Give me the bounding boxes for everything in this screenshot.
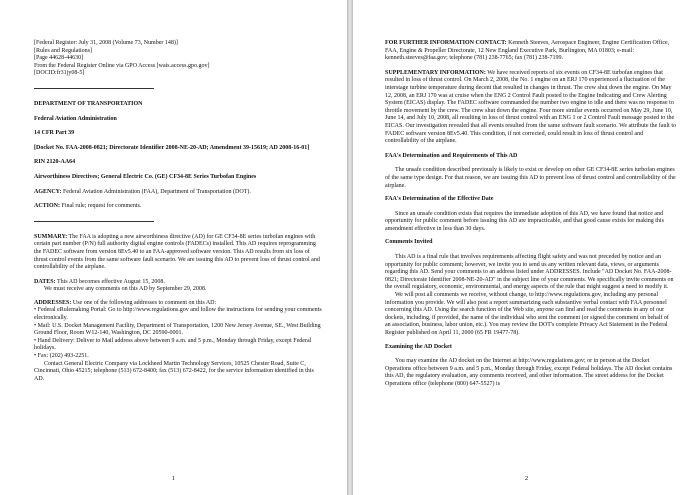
agency-heading: DEPARTMENT OF TRANSPORTATION xyxy=(34,100,143,107)
cfr-heading: 14 CFR Part 39 xyxy=(34,130,75,137)
address-item: • Federal eRulemaking Portal: Go to http://www.regulations.gov and follow the instructions for sending your comments electronically. xyxy=(34,307,322,322)
address-item: • Hand Delivery: Deliver to Mail address above between 9 a.m. and 5 p.m., Monday through Friday, except Federal holidays. xyxy=(34,337,312,352)
divider xyxy=(34,221,154,222)
header-line: [Federal Register: July 31, 2008 (Volume 73, Number 148)] xyxy=(34,40,178,46)
sub-agency-heading: Federal Aviation Administration xyxy=(34,115,117,122)
header-line: [Page 44628-44630] xyxy=(34,55,84,62)
address-item: • Mail: U.S. Docket Management Facility, Department of Transportation, 1200 New Jersey Avenue, SE., West Building Ground Floor, Room W12-140, Washington, DC 20590-0001. xyxy=(34,322,321,337)
dates-comments: We must receive any comments on this AD by September 29, 2008. xyxy=(44,286,207,293)
contact-ge-paragraph: Contact General Electric Company via Lockheed Martin Technology Services, 10525 Chester Road, Suite C, Cincinnati, Ohio 45215; telephone (513) 672-8400; fax (513) 672-8422, for the service information identified in this AD. xyxy=(34,360,314,382)
supplementary-text: We have received reports of six events on CF34-8E turbofan engines that resulted in loss of thrust control. On March 2, 2008, the No. 1 engine on an ERJ 170 experienced a fluctuation of the interstage turbine temperature during decent that resulted in changes in thrust. The crew shut down the engine. On May 12, 2008, an ERJ 170 was at cruise when the ENG 2 Control Fault posted to the Engine Indicating and Crew Alerting System (EICAS) display. The FADEC software commanded the number two engine to idle and there was no response to throttle movement by the crew. The crew shut down the engine. Four more similar events occurred on May 29, June 10, June 14, and July 10, 2008, all resulting in loss of thrust control with an ENG 1 or 2 Control Fault message posted to the EICAS. Our investigation revealed that all events resulted from the same software fault scenario. We attribute the fault to FADEC software version 8Ev5.40. This condition, if not corrected, could result in loss of thrust control and controllability of the airplane. xyxy=(385,69,676,145)
summary-paragraph xyxy=(34,234,323,272)
page-number: 1 xyxy=(171,475,176,483)
section-heading: FAA's Determination of the Effective Date xyxy=(385,196,494,203)
dates-paragraph xyxy=(34,279,323,287)
section-heading: Comments Invited xyxy=(385,239,433,246)
section-text: This AD is a final rule that involves requirements affecting flight safety and was not preceded by notice and an opportunity for public comment; however, we invite you to send us any written relevant data, views, or arguments regarding this AD. Send your comments to an address listed under ADDRESSES. Include "AD Docket No. FAA-2008-0821; Directorate Identifier 2008-NE-20-AD" in the subject line of your comments. We specifically invite comments on the overall regulatory, economic, environmental, and energy aspects of the rule that might suggest a need to modify it. xyxy=(385,254,674,291)
supplementary-label: SUPPLEMENTARY INFORMATION: xyxy=(385,69,486,76)
further-info-label: FOR FURTHER INFORMATION CONTACT: xyxy=(385,40,507,46)
supplementary-paragraph xyxy=(385,70,676,146)
summary-label: SUMMARY: xyxy=(34,233,68,240)
action-paragraph xyxy=(34,203,323,211)
section-text: The unsafe condition described previously is likely to exist or develop on other GE CF34-8E series turbofan engines of the same type design. For that reason, we are issuing this AD to prevent loss of thrust control and controllability of the airplane. xyxy=(385,167,676,189)
rin-heading: RIN 2120-AA64 xyxy=(34,159,76,166)
document-page-2 xyxy=(353,0,700,495)
federal-register-header xyxy=(34,40,323,78)
header-line: [Rules and Regulations] xyxy=(34,47,92,54)
docket-heading: [Docket No. FAA-2008-0821; Directorate Identifier 2008-NE-20-AD; Amendment 39-15619; AD 2008-16-01] xyxy=(34,144,310,151)
action-text: Final rule; request for comments. xyxy=(60,203,142,210)
section-heading: Examining the AD Docket xyxy=(385,343,452,350)
divider xyxy=(34,88,154,89)
summary-text: The FAA is adopting a new airworthiness directive (AD) for GE CF34-8E series turbofan engines with certain part number (P/N) full authority digital engine controls (FADECs) installed. This AD requires reprogramming the FADEC software from version 8Ev5.40 to an FAA-approved software version. This AD results from six loss of thrust control events from the same software fault scenario. We are issuing this AD to prevent loss of thrust control and controllability of the airplane. xyxy=(34,233,320,271)
further-info-paragraph xyxy=(385,40,676,63)
further-info-text: Kenneth Steeves, Aerospace Engineer, Engine Certification Office, FAA, Engine & Propeller Directorate, 12 New England Executive Park, Burlington, MA 01803; e-mail: kenneth.steeves@faa.gov; telephone (781) 238-7765; fax (781) 238-7199. xyxy=(385,40,670,62)
address-item: • Fax: (202) 493-2251. xyxy=(34,353,89,360)
document-page-1 xyxy=(0,0,347,495)
addresses-text: Use one of the following addresses to comment on this AD: xyxy=(71,299,217,306)
section-heading: FAA's Determination and Requirements of This AD xyxy=(385,152,518,159)
addresses-label: ADDRESSES: xyxy=(34,299,72,306)
header-line: From the Federal Register Online via GPO Access [wais.access.gpo.gov] xyxy=(34,62,210,69)
section-text: You may examine the AD docket on the Internet at http://www.regulations.gov; or in person at the Docket Operations office between 9 a.m. and 5 p.m., Monday through Friday, except Federal holidays. The AD docket contains this AD, the regulatory evaluation, any comments received, and other information. The street address for the Docket Operations office (telephone (800) 647-5527) is xyxy=(385,358,673,387)
agency-paragraph xyxy=(34,189,323,197)
dates-label: DATES: xyxy=(34,278,56,285)
section-text: Since an unsafe condition exists that requires the immediate adoption of this AD, we have found that notice and opportunity for public comment before issuing this AD are impracticable, and that good cause exists for making this amendment effective in less than 30 days. xyxy=(385,210,664,232)
document-title: Airworthiness Directives; General Electric Co. (GE) CF34-8E Series Turbofan Engines xyxy=(34,173,257,180)
dates-text: This AD becomes effective August 15, 2008. xyxy=(55,278,165,285)
section-text: We will post all comments we receive, without change, to http://www.regulations.gov, including any personal information you provide. We will also post a report summarizing each substantive verbal contact with FAA personnel concerning this AD. Using the search function of the Web site, anyone can find and read the comments in any of our dockets, including, if provided, the name of the individual who sent the comment (or signed the comment on behalf of an association, business, labor union, etc.). You may review the DOT's complete Privacy Act Statement in the Federal Register published on April 11, 2000 (65 FR 19477-78). xyxy=(385,292,669,336)
action-label: ACTION: xyxy=(34,203,61,210)
page-number: 2 xyxy=(524,475,529,483)
header-line: [DOCID:fr31jy08-5] xyxy=(34,70,85,77)
agency-label: AGENCY: xyxy=(34,188,62,195)
agency-text: Federal Aviation Administration (FAA), Department of Transportation (DOT). xyxy=(61,188,251,195)
